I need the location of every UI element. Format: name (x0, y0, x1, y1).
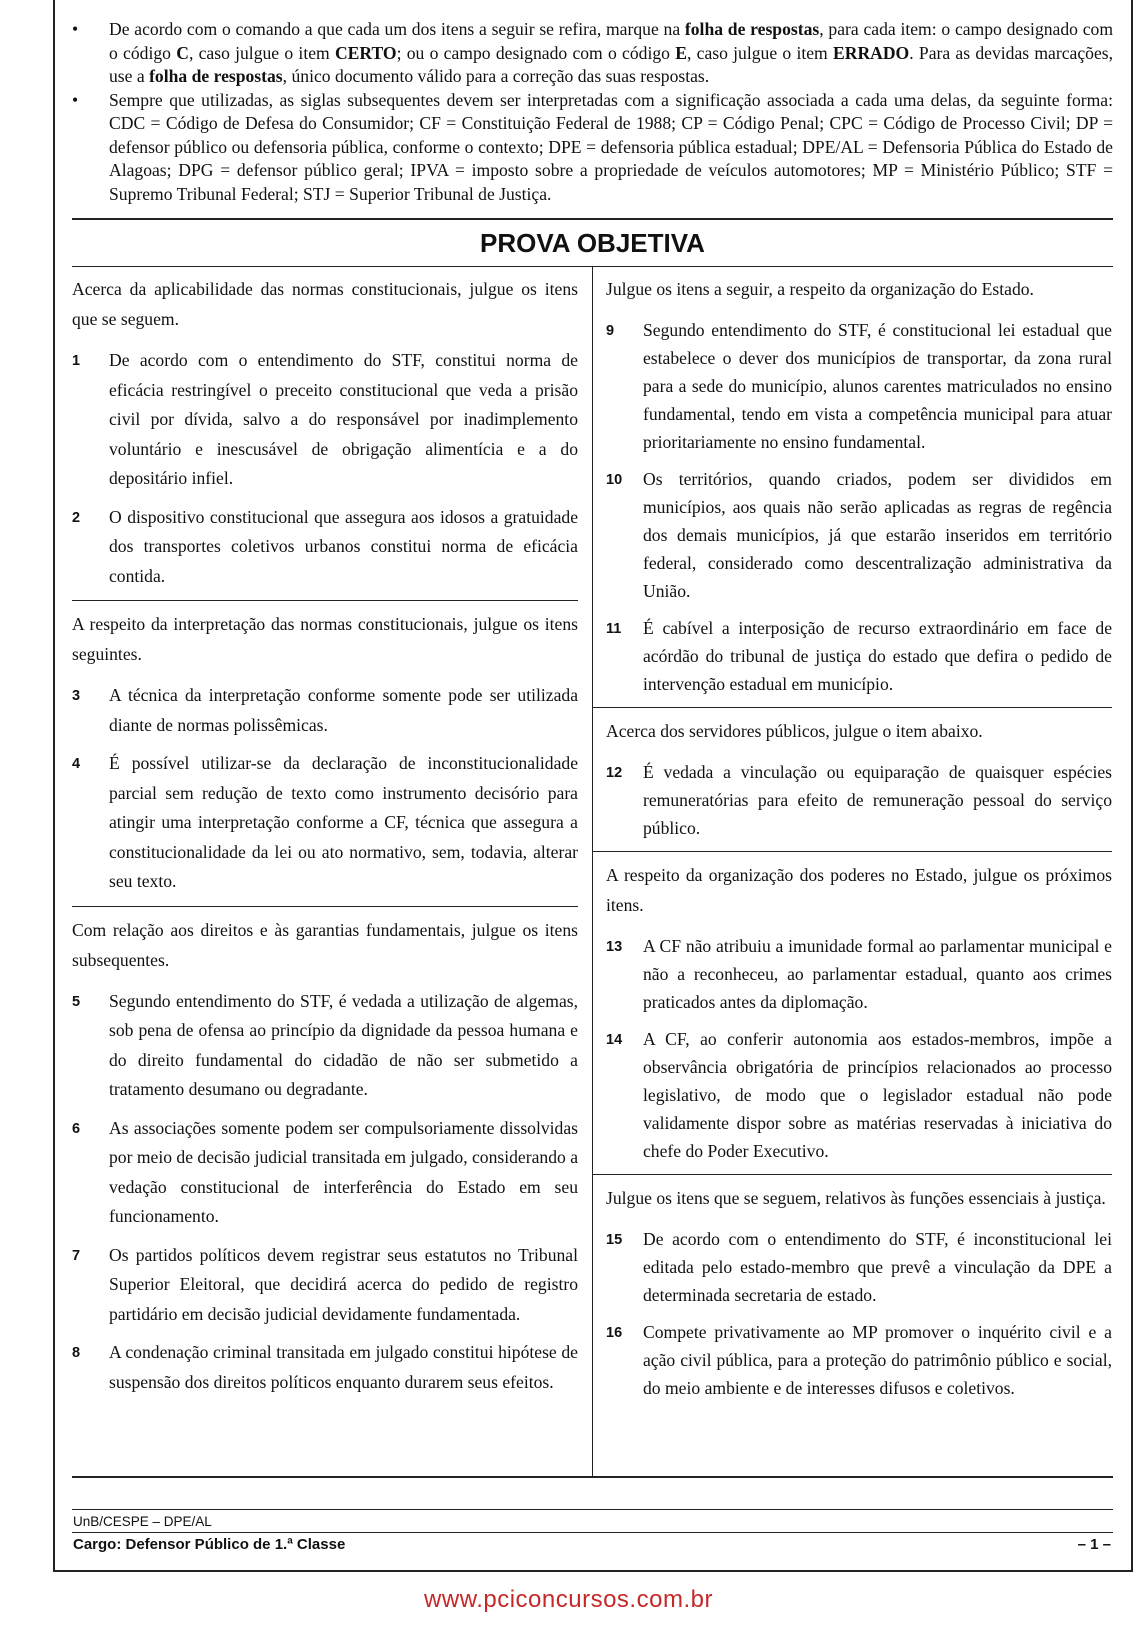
question-number: 15 (606, 1232, 623, 1248)
divider (72, 1476, 1113, 1478)
question-item (72, 749, 578, 897)
instruction-item (72, 89, 1113, 207)
question-item (606, 614, 1112, 698)
question-text: Segundo entendimento do STF, é vedada a utilização de algemas, sob pena de ofensa ao princípio da dignidade da pessoa humana e do direito fundamental do cidadão de não ser submetido a tratamento desumano ou degradante. (109, 990, 578, 1099)
question-item (72, 1114, 578, 1232)
instruction-text: . Para as devidas marcações, use a (109, 42, 1113, 86)
website-link[interactable]: www.pciconcursos.com.br (424, 1586, 713, 1613)
divider (72, 1532, 1113, 1533)
question-number: 10 (606, 472, 623, 488)
instruction-text: ; ou o campo designado com o código (396, 42, 676, 63)
instruction-bold: C (176, 42, 189, 63)
question-text: É possível utilizar-se da declaração de inconstitucionalidade parcial sem redução de texto como instrumento decisório para atingir uma interpretação conforme a CF, técnica que assegura a constitucionalidade da lei ou ato normativo, sem, todavia, alterar seu texto. (109, 753, 578, 891)
question-number: 14 (606, 1032, 623, 1048)
question-text: A condenação criminal transitada em julgado constitui hipótese de suspensão dos direitos políticos enquanto durarem seus efeitos. (109, 1342, 578, 1392)
question-text: De acordo com o entendimento do STF, constitui norma de eficácia restringível o preceito constitucional que veda a prisão civil por dívida, salvo a do responsável por inadimplemento voluntário e inescusável de obrigação alimentícia e a do depositário infiel. (109, 350, 578, 488)
question-item (72, 346, 578, 494)
question-item (72, 987, 578, 1105)
divider (72, 218, 1113, 220)
page-title: PROVA OBJETIVA (480, 228, 705, 258)
instruction-text: , único documento válido para a correção das suas respostas. (282, 66, 710, 86)
question-item (606, 316, 1112, 456)
instruction-bold: E (675, 42, 687, 63)
bullet: • (72, 19, 79, 39)
section-divider (592, 1174, 1112, 1175)
instruction-item (72, 18, 1113, 89)
question-number: 12 (606, 765, 623, 781)
question-text: Os territórios, quando criados, podem ser divididos em municípios, aos quais não serão aplicadas as regras de regência dos demais municípios, já que estarão inseridos em território federal, considerado como descentralização administrativa da União. (643, 469, 1112, 601)
section-intro: Julgue os itens que se seguem, relativos às funções essenciais à justiça. (606, 1188, 1106, 1208)
question-text: É cabível a interposição de recurso extraordinário em face de acórdão do tribunal de justiça do estado que defira o pedido de intervenção estadual em município. (643, 618, 1112, 694)
question-number: 6 (72, 1120, 81, 1137)
instruction-bold: folha de respostas (149, 66, 283, 86)
section-intro: A respeito da interpretação das normas constitucionais, julgue os itens seguintes. (72, 614, 578, 664)
instruction-text: , caso julgue o item (686, 42, 833, 63)
section-divider (72, 906, 578, 907)
section-divider (72, 600, 578, 601)
instruction-bold: CERTO (334, 42, 397, 63)
question-number: 3 (72, 688, 81, 704)
section-intro: A respeito da organização dos poderes no Estado, julgue os próximos itens. (606, 865, 1112, 915)
question-item (606, 1318, 1112, 1402)
question-number: 13 (606, 939, 623, 955)
footer-cargo: Cargo: Defensor Público de 1.ª Classe (73, 1536, 346, 1553)
question-item (72, 1338, 578, 1397)
instructions-block (72, 18, 1113, 206)
question-number: 16 (606, 1325, 623, 1341)
question-item (72, 503, 578, 592)
instruction-text: De acordo com o comando a que cada um dos itens a seguir se refira, marque na (109, 19, 685, 39)
question-text: As associações somente podem ser compulsoriamente dissolvidas por meio de decisão judicial transitada em julgado, considerando a vedação constitucional de interferência do Estado em seu funcionamento. (109, 1117, 579, 1226)
question-item (72, 681, 578, 740)
question-text: Segundo entendimento do STF, é constitucional lei estadual que estabelece o dever dos municípios de transportar, da zona rural para a sede do município, alunos carentes matriculados no ensino fundamental, tendo em vista a competência municipal para atuar prioritariamente no ensino fundamental. (643, 320, 1112, 452)
instruction-bold: folha de respostas (684, 19, 820, 39)
footer-org: UnB/CESPE – DPE/AL (73, 1514, 212, 1529)
instruction-text: , para cada item: o campo designado com o código (109, 19, 1113, 63)
question-item (606, 465, 1112, 605)
question-number: 8 (72, 1345, 81, 1361)
section-intro: Acerca da aplicabilidade das normas constitucionais, julgue os itens que se seguem. (72, 279, 578, 329)
divider (72, 1509, 1113, 1510)
question-text: Compete privativamente ao MP promover o inquérito civil e a ação civil pública, para a proteção do patrimônio público e social, do meio ambiente e de interesses difusos e coletivos. (643, 1322, 1112, 1398)
instruction-text: , caso julgue o item (188, 42, 335, 63)
right-column (606, 274, 1112, 1411)
question-text: A CF não atribuiu a imunidade formal ao parlamentar municipal e não a reconheceu, ao parlamentar estadual, quanto aos crimes praticados antes da diplomação. (643, 936, 1112, 1012)
column-divider (592, 266, 593, 1476)
section-divider (592, 851, 1112, 852)
question-text: O dispositivo constitucional que assegura aos idosos a gratuidade dos transportes coletivos urbanos constitui norma de eficácia contida. (109, 506, 578, 586)
instruction-bold: ERRADO (833, 42, 910, 63)
question-item (606, 758, 1112, 842)
question-text: A técnica da interpretação conforme somente pode ser utilizada diante de normas polissêmicas. (109, 685, 578, 735)
question-item (72, 1241, 578, 1330)
question-text: A CF, ao conferir autonomia aos estados-membros, impõe a observância obrigatória de princípios relacionados ao processo legislativo, de modo que o legislador estadual não pode validamente dispor sobre as matérias reservadas à iniciativa do chefe do Poder Executivo. (643, 1029, 1112, 1161)
question-text: De acordo com o entendimento do STF, é inconstitucional lei editada pelo estado-membro que prevê a vinculação da DPE a determinada secretaria de estado. (643, 1229, 1112, 1305)
question-number: 1 (72, 353, 81, 369)
question-number: 7 (72, 1247, 81, 1264)
question-number: 11 (606, 621, 622, 637)
page-number: – 1 – (1077, 1536, 1111, 1553)
question-item (606, 1225, 1112, 1309)
section-intro: Com relação aos direitos e às garantias fundamentais, julgue os itens subsequentes. (72, 919, 578, 970)
section-intro: Acerca dos servidores públicos, julgue o item abaixo. (606, 721, 983, 741)
question-number: 4 (72, 756, 81, 772)
question-number: 5 (72, 993, 81, 1010)
question-text: É vedada a vinculação ou equiparação de quaisquer espécies remuneratórias para efeito de remuneração pessoal do serviço público. (643, 762, 1112, 838)
question-item (606, 1025, 1112, 1165)
bullet: • (72, 89, 79, 110)
left-column (72, 274, 578, 1406)
section-divider (592, 707, 1112, 708)
question-text: Os partidos políticos devem registrar seus estatutos no Tribunal Superior Eleitoral, que decidirá acerca do pedido de registro partidário em decisão judicial devidamente fundamentada. (109, 1244, 578, 1324)
question-item (606, 932, 1112, 1016)
question-number: 2 (72, 509, 81, 526)
question-number: 9 (606, 323, 615, 339)
section-intro: Julgue os itens a seguir, a respeito da organização do Estado. (606, 279, 1034, 299)
instruction-text: Sempre que utilizadas, as siglas subsequentes devem ser interpretadas com a significação associada a cada uma delas, da seguinte forma: CDC = Código de Defesa do Consumidor; CF = Constituição Federal de 1988; CP = Código Penal; CPC = Código de Processo Civil; DP = defensor público ou defensoria pública, conforme o contexto; DPE = defensoria pública estadual; DPE/AL = Defensoria Pública do Estado de Alagoas; DPG = defensor público geral; IPVA = imposto sobre a propriedade de veículos automotores; MP = Ministério Público; STF = Supremo Tribunal Federal; STJ = Superior Tribunal de Justiça. (109, 89, 1113, 204)
